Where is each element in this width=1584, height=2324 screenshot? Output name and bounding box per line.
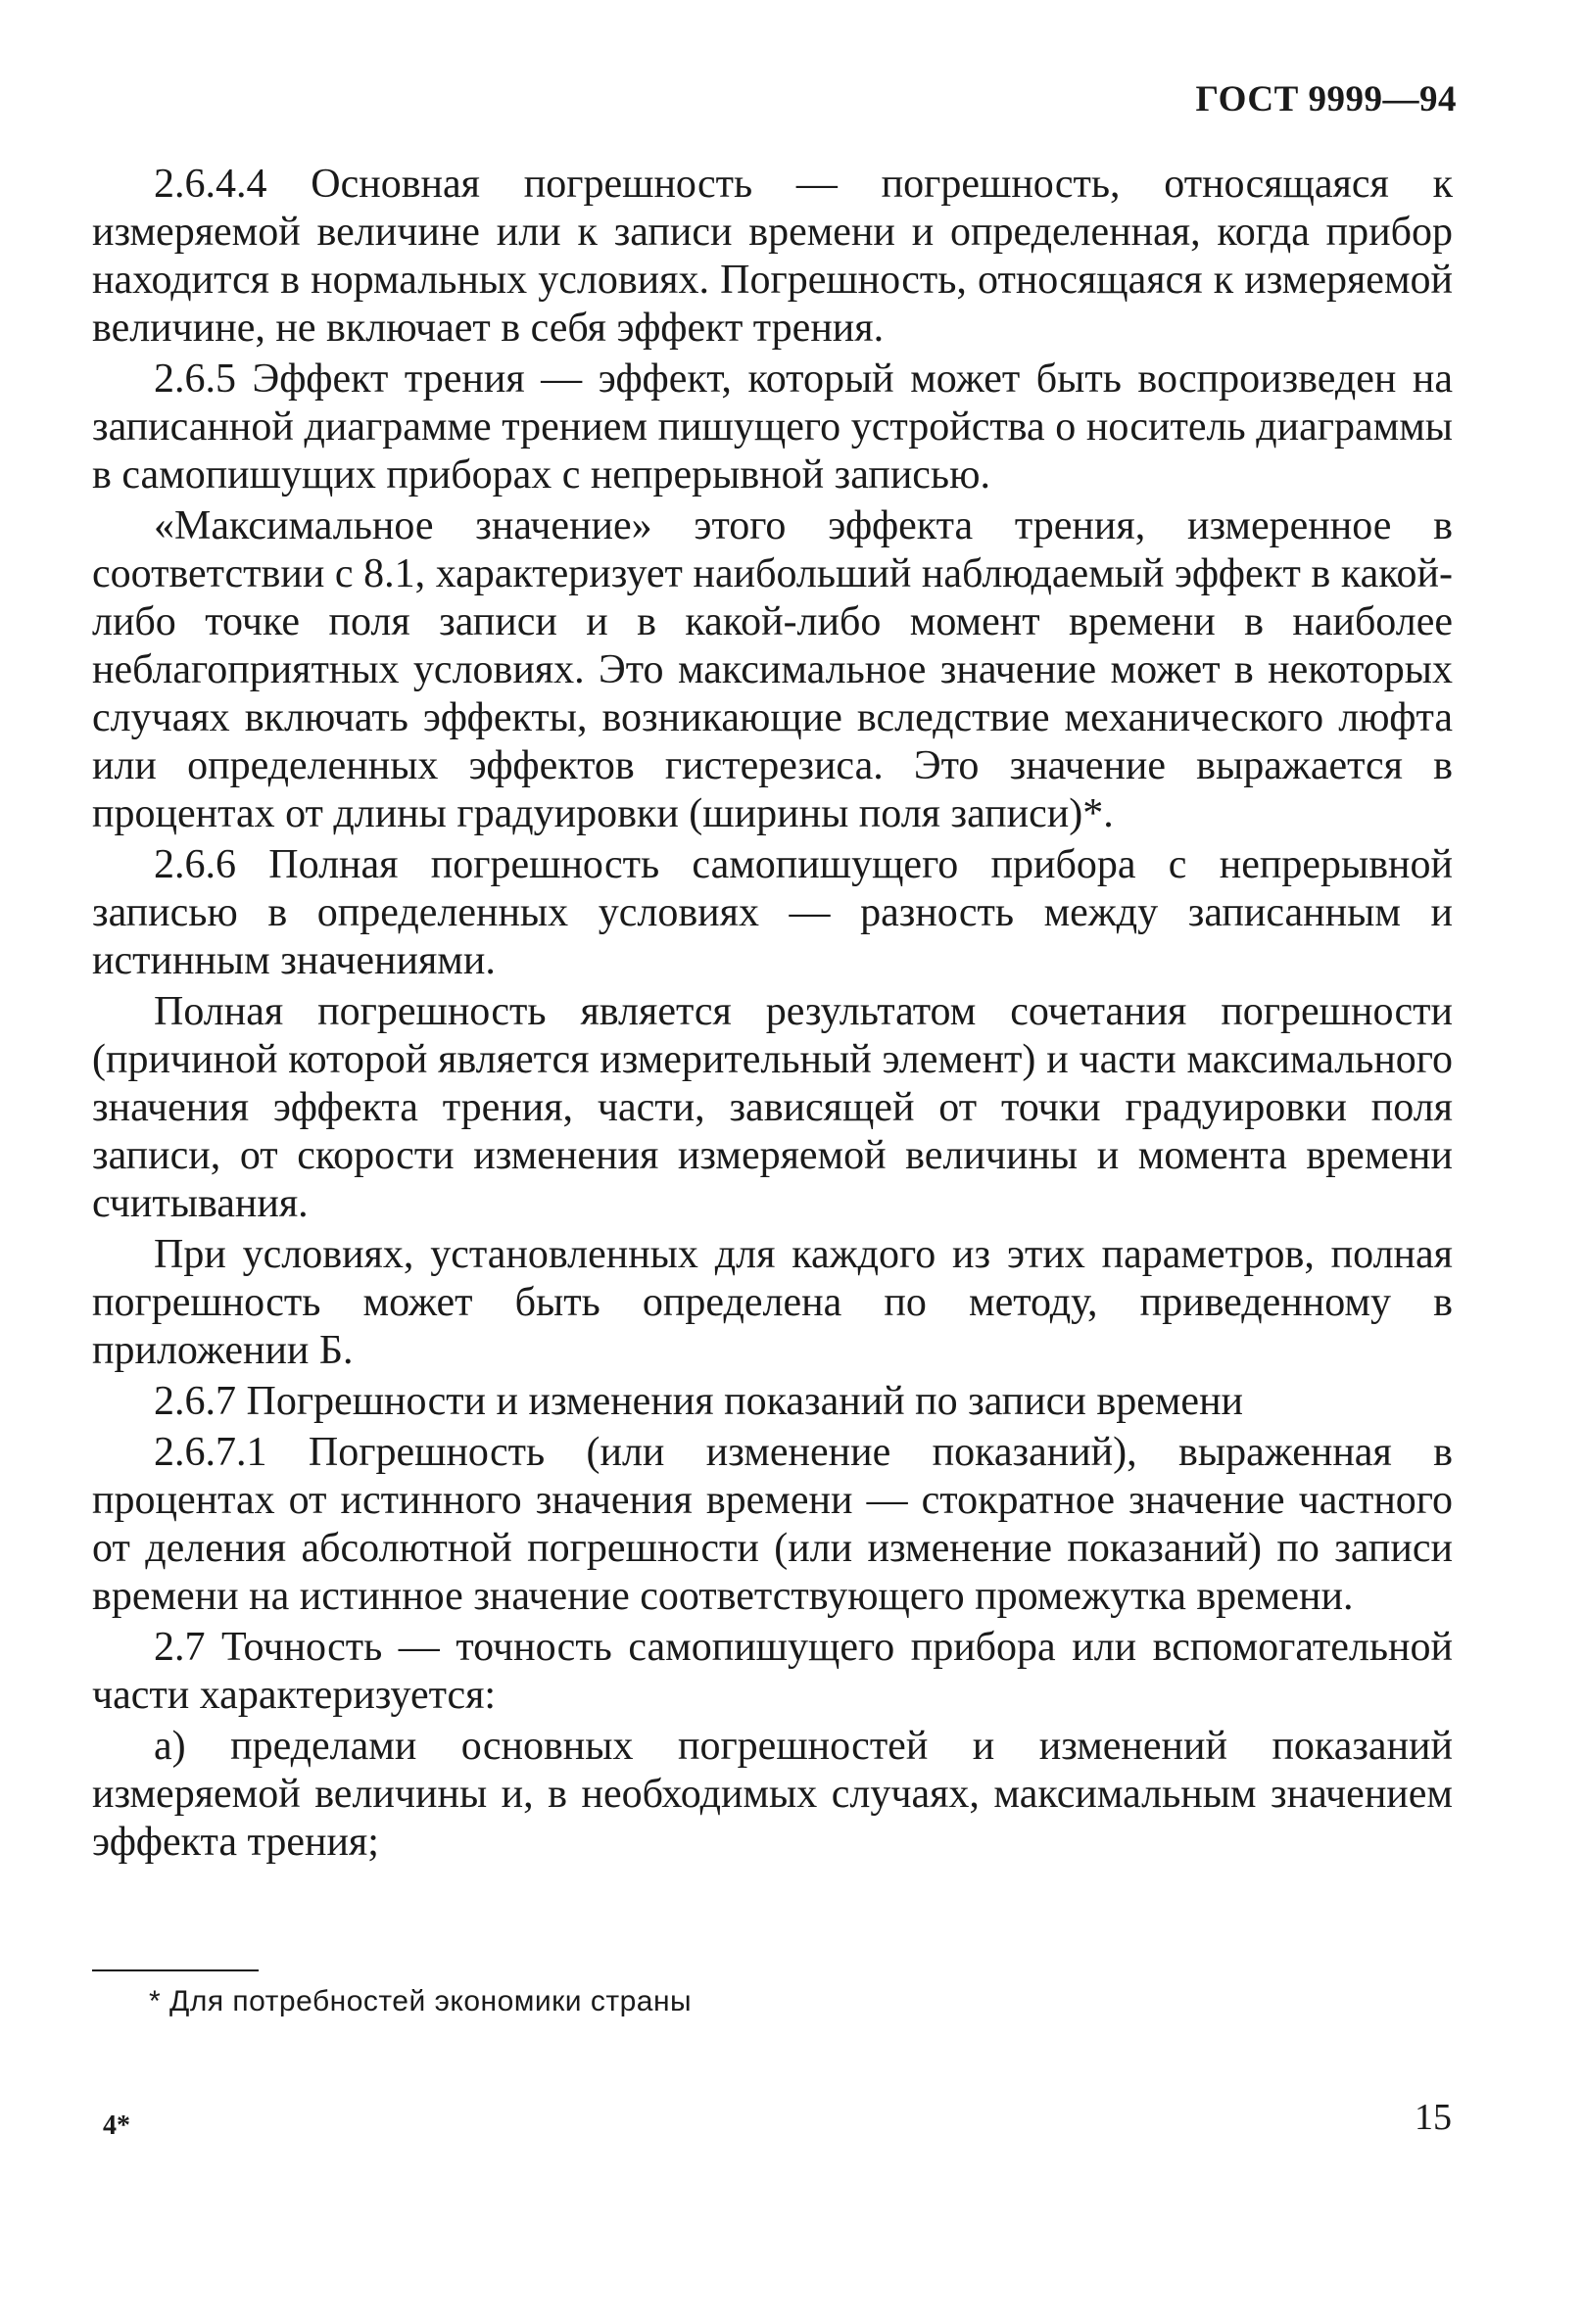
paragraph-2-6-5: 2.6.5 Эффект трения — эффект, который может быть воспроизведен на записанной диаграмме трением пишущего устройства о носитель диаграммы в самопишущих приборах с непрерывной записью. [92,356,1453,498]
main-text [92,161,1453,1870]
footnote: * Для потребностей экономики страны [149,1985,693,2017]
signature-mark: 4* [103,2111,130,2141]
paragraph-2-6-7-1: 2.6.7.1 Погрешность (или изменение показаний), выраженная в процентах от истинного значения времени — стократное значение частного от деления абсолютной погрешности (или изменение показаний) по записи времени на истинное значение соответствующего промежутка времени. [92,1430,1453,1619]
paragraph-conditions: При условиях, установленных для каждого из этих параметров, полная погрешность может быть определена по методу, приведенному в приложении Б. [92,1232,1453,1373]
paragraph-max-value: «Максимальное значение» этого эффекта трения, измеренное в соответствии с 8.1, характеризует наибольший наблюдаемый эффект в какой-либо точке поля записи и в какой-либо момент времени в наиболее неблагоприятных условиях. Это максимальное значение может в некоторых случаях включать эффекты, возникающие вследствие механического люфта или определенных эффектов гистерезиса. Это значение выражается в процентах от длины градуировки (ширины поля записи)*. [92,503,1453,836]
paragraph-2-6-4-4: 2.6.4.4 Основная погрешность — погрешность, относящаяся к измеряемой величине или к записи времени и определенная, когда прибор находится в нормальных условиях. Погрешность, относящаяся к измеряемой величине, не включает в себя эффект трения. [92,162,1453,351]
footnote-divider [92,1969,259,1971]
paragraph-2-7: 2.7 Точность — точность самопишущего прибора или вспомогательной части характеризуется: [92,1625,1453,1718]
paragraph-item-a: а) пределами основных погрешностей и изменений показаний измеряемой величины и, в необходимых случаях, максимальным значением эффекта трения; [92,1724,1453,1865]
paragraph-full-error: Полная погрешность является результатом сочетания погрешности (причиной которой является измерительный элемент) и части максимального значения эффекта трения, части, зависящей от точки градуировки поля записи, от скорости изменения измеряемой величины и момента времени считывания. [92,989,1453,1226]
page-number: 15 [1415,2097,1452,2138]
paragraph-2-6-7: 2.6.7 Погрешности и изменения показаний по записи времени [154,1379,1244,1424]
document-code: ГОСТ 9999—94 [1195,79,1457,119]
paragraph-2-6-6: 2.6.6 Полная погрешность самопишущего прибора с непрерывной записью в определенных условиях — разность между записанным и истинным значениями. [92,842,1453,983]
